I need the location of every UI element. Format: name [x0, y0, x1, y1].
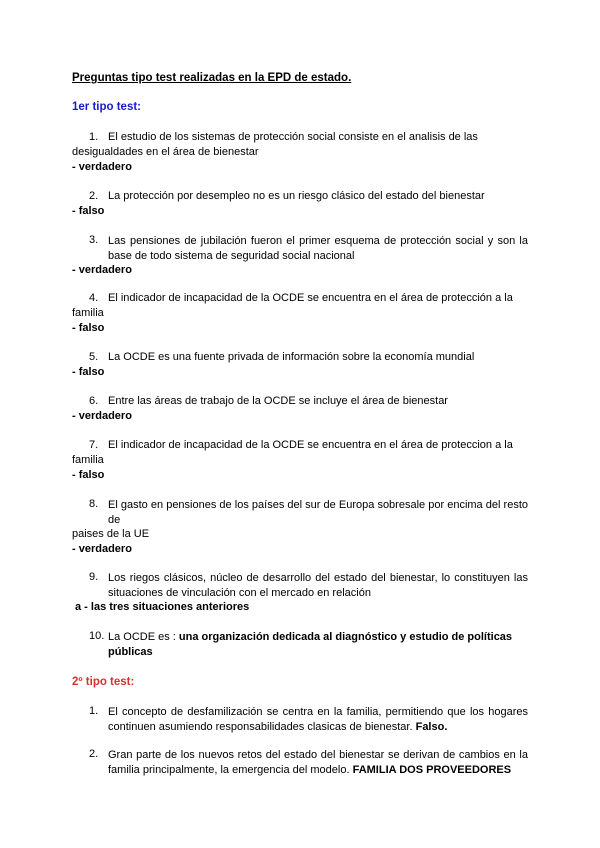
question-text: [108, 630, 528, 660]
answer: - falso: [72, 366, 105, 378]
question-number: 10.: [89, 630, 105, 642]
question-prefix: La OCDE es :: [108, 631, 179, 643]
answer: una organización dedicada al diagnóstico y estudio de políticas públicas: [108, 631, 513, 658]
question-text-continued: familia: [72, 307, 104, 319]
question-text: La protección por desempleo no es un riesgo clásico del estado del bienestar: [108, 190, 485, 202]
question-text: El indicador de incapacidad de la OCDE se encuentra en el área de protección a la: [108, 292, 513, 304]
answer: FAMILIA DOS PROVEEDORES: [352, 764, 512, 776]
question-number: 1.: [89, 131, 99, 143]
question-number: 2.: [89, 748, 99, 760]
answer: Falso.: [415, 721, 448, 733]
document-title: Preguntas tipo test realizadas en la EPD de estado.: [72, 72, 352, 84]
question-number: 1.: [89, 705, 99, 717]
answer: - verdadero: [72, 264, 132, 276]
answer: a - las tres situaciones anteriores: [75, 601, 250, 613]
question-body: Gran parte de los nuevos retos del estado del bienestar se derivan de cambios en la familia principalmente, la emergencia del modelo.: [108, 749, 528, 776]
question-text-continued: desigualdades en el área de bienestar: [72, 146, 259, 158]
question-number: 3.: [89, 234, 99, 246]
question-text: Entre las áreas de trabajo de la OCDE se incluye el área de bienestar: [108, 395, 448, 407]
question-text: Las pensiones de jubilación fueron el primer esquema de protección social y son la base de todo sistema de seguridad social nacional: [108, 235, 528, 262]
question-number: 4.: [89, 292, 99, 304]
question-number: 2.: [89, 190, 99, 202]
question-text-continued: familia: [72, 454, 104, 466]
answer: - falso: [72, 205, 105, 217]
question-text: Los riegos clásicos, núcleo de desarrollo del estado del bienestar, lo constituyen las situaciones de vinculación con el mercado en relación: [108, 572, 528, 599]
question-text: El indicador de incapacidad de la OCDE se encuentra en el área de proteccion a la: [108, 439, 513, 451]
answer: - falso: [72, 469, 105, 481]
answer: - verdadero: [72, 161, 132, 173]
question-text: La OCDE es una fuente privada de información sobre la economía mundial: [108, 351, 475, 363]
answer: - verdadero: [72, 543, 132, 555]
question-text: [108, 705, 528, 735]
question-text: El gasto en pensiones de los países del sur de Europa sobresale por encima del resto de: [108, 499, 528, 526]
question-number: 7.: [89, 439, 99, 451]
section-2-heading: 2º tipo test:: [72, 676, 135, 688]
question-number: 6.: [89, 395, 99, 407]
question-text: El estudio de los sistemas de protección social consiste en el analisis de las: [108, 131, 478, 143]
question-text: [108, 748, 528, 778]
question-number: 8.: [89, 498, 99, 510]
question-body: El concepto de desfamilización se centra en la familia, permitiendo que los hogares continuen asumiendo responsabilidades clasicas de bienestar.: [108, 706, 528, 733]
question-text-continued: paises de la UE: [72, 528, 150, 540]
question-number: 9.: [89, 571, 99, 583]
question-number: 5.: [89, 351, 99, 363]
answer: - verdadero: [72, 410, 132, 422]
section-1-heading: 1er tipo test:: [72, 101, 142, 113]
answer: - falso: [72, 322, 105, 334]
